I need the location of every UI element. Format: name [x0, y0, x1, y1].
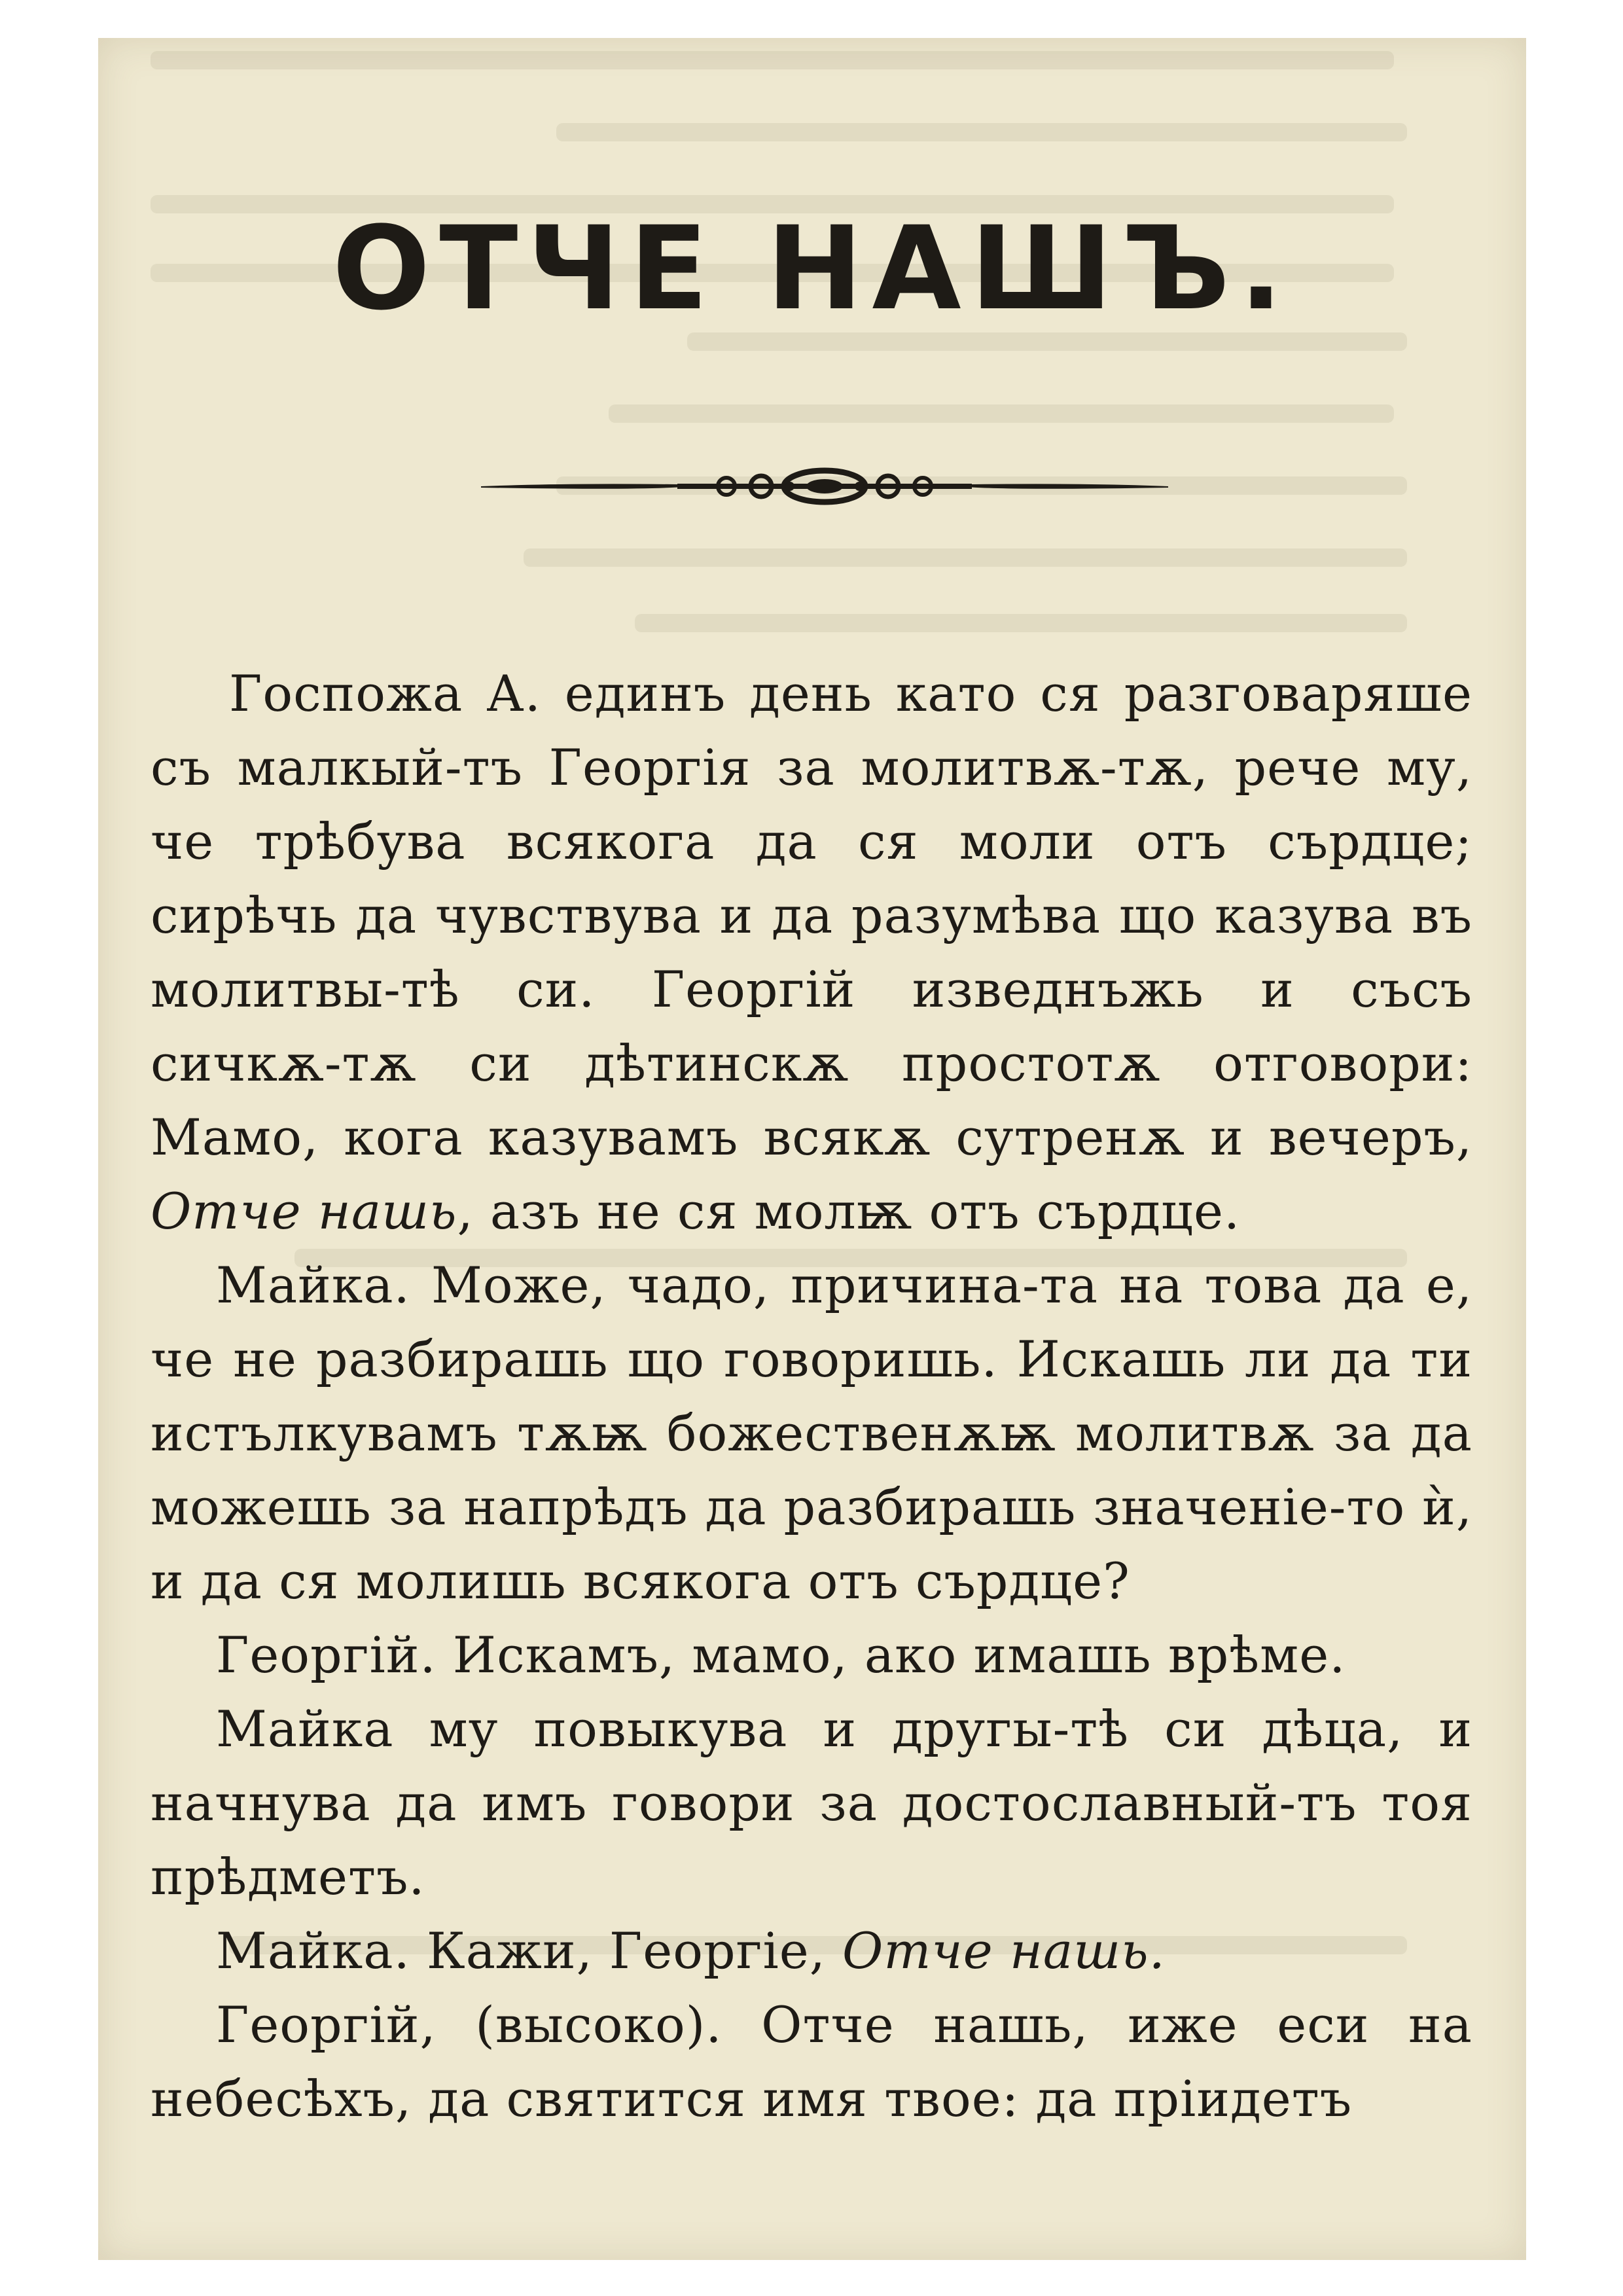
page-title: ОТЧЕ НАШЪ.: [332, 202, 1293, 336]
paragraph-3-text: Георгій. Искамъ, мамо, ако имашь врѣме.: [216, 1626, 1346, 1684]
paragraph-1: [151, 656, 1472, 1248]
paragraph-6-text: Георгій, (высоко). Отче нашь, иже еси на небесѣхъ, да святится имя твое: да пріидетъ: [151, 1996, 1472, 2128]
paragraph-1-italic: Отче нашь: [151, 1182, 457, 1240]
scanned-page: [98, 38, 1526, 2260]
paragraph-5-italic: Отче нашь.: [842, 1922, 1166, 1980]
paragraph-1-tail: , азъ не ся молѭ отъ сърдце.: [457, 1182, 1241, 1240]
paragraph-5: [151, 1914, 1472, 1988]
paragraph-4: [151, 1692, 1472, 1914]
ornamental-divider: [481, 463, 1168, 509]
paragraph-5-text: Майка. Кажи, Георгіе,: [216, 1922, 843, 1980]
paragraph-4-text: Майка му повыкува и другы-тѣ си дѣца, и начнува да имъ говори за достославный-тъ тоя прѣдметъ.: [151, 1700, 1472, 1906]
paragraph-2: [151, 1248, 1472, 1618]
paragraph-1-text: Госпожа А. единъ день като ся разговаряше съ малкый-тъ Георгія за молитвѫ-тѫ, рече му, че трѣбува всякога да ся моли отъ сърдце; сирѣчь да чувствува и да разумѣва що казува въ молитвы-тѣ си. Георгій изведнъжь и съсъ сичкѫ-тѫ си дѣтинскѫ простотѫ отговори: Мамо, кога казувамъ всякѫ сутренѫ и вечеръ,: [151, 664, 1472, 1166]
paragraph-3: [151, 1618, 1472, 1692]
page-body: [151, 656, 1472, 2136]
paragraph-2-text: Майка. Може, чадо, причина-та на това да е, че не разбирашь що говоришь. Искашь ли да ти истълкувамъ тѫѭ божественѫѭ молитвѫ за да можешь за напрѣдъ да разбирашь значеніе-то ѝ, и да ся молишь всякога отъ сърдце?: [151, 1256, 1472, 1610]
paragraph-6: [151, 1988, 1472, 2136]
